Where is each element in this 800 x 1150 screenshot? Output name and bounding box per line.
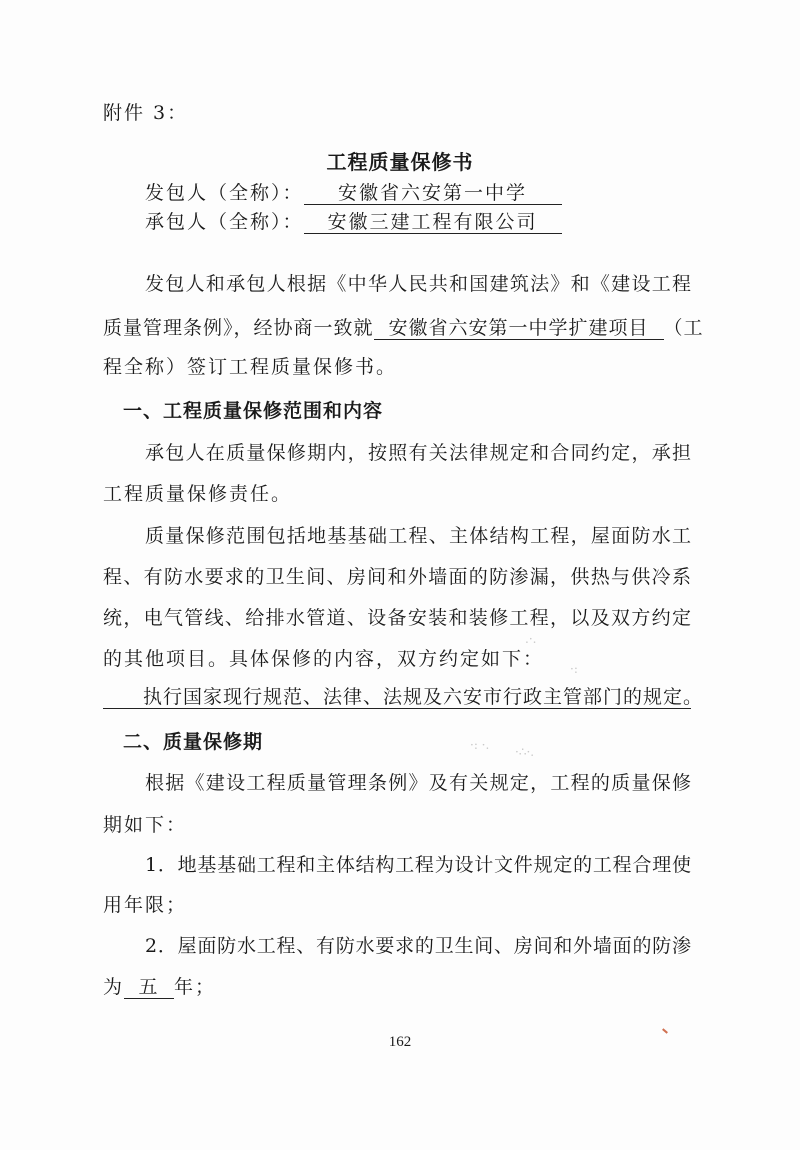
party-b-value: 安徽三建工程有限公司 xyxy=(304,211,562,234)
scan-speck: ·: ·. xyxy=(470,738,490,752)
scan-speck: ·∴·. xyxy=(515,745,535,759)
intro-line-2-suffix: （工 xyxy=(663,317,704,339)
item-2-prefix: 为 xyxy=(103,976,125,998)
intro-line-3: 程全称）签订工程质量保修书。 xyxy=(103,356,398,378)
section-1-p2-line-1: 质量保修范围包括地基基础工程、主体结构工程，屋面防水工 xyxy=(145,525,691,547)
scan-mark xyxy=(662,1028,668,1033)
intro-line-2-prefix: 质量管理条例》，经协商一致就 xyxy=(103,317,374,339)
section-1-p2-line-4: 的其他项目。具体保修的内容，双方约定如下： xyxy=(103,648,545,670)
attachment-label: 附件 3： xyxy=(103,102,189,124)
agreed-content-row xyxy=(103,685,704,709)
scan-speck: ·: xyxy=(570,662,578,676)
section-1-heading: 一、工程质量保修范围和内容 xyxy=(123,400,384,422)
party-a-row xyxy=(145,181,562,205)
section-2-p1-line-2: 期如下： xyxy=(103,814,188,836)
item-2-line-2 xyxy=(103,975,216,999)
agreed-content: 执行国家现行规范、法律、法规及六安市行政主管部门的规定。 xyxy=(103,686,691,709)
section-1-p1-line-1: 承包人在质量保修期内，按照有关法律规定和合同约定，承担 xyxy=(145,442,691,464)
intro-line-1: 发包人和承包人根据《中华人民共和国建筑法》和《建设工程 xyxy=(145,273,691,295)
party-b-row xyxy=(145,210,562,234)
section-1-p2-line-3: 统，电气管线、给排水管道、设备安装和装修工程，以及双方约定 xyxy=(103,607,691,629)
item-1-line-2: 用年限； xyxy=(103,894,188,916)
item-2-line-1: 2．屋面防水工程、有防水要求的卫生间、房间和外墙面的防渗 xyxy=(145,935,691,957)
document-title: 工程质量保修书 xyxy=(326,150,474,174)
warranty-years: 五 xyxy=(124,976,174,999)
party-a-value: 安徽省六安第一中学 xyxy=(304,182,562,205)
project-name: 安徽省六安第一中学扩建项目 xyxy=(374,317,664,340)
item-2-suffix: 年； xyxy=(174,976,217,998)
page-number: 162 xyxy=(388,1034,412,1050)
intro-line-2 xyxy=(103,316,704,340)
item-1-line-1: 1．地基基础工程和主体结构工程为设计文件规定的工程合理使 xyxy=(145,854,691,876)
party-b-label: 承包人（全称）： xyxy=(145,211,304,233)
party-a-label: 发包人（全称）： xyxy=(145,182,304,204)
section-2-heading: 二、质量保修期 xyxy=(123,731,264,753)
section-1-p2-line-2: 程、有防水要求的卫生间、房间和外墙面的防渗漏，供热与供冷系 xyxy=(103,566,691,588)
section-1-p1-line-2: 工程质量保修责任。 xyxy=(103,483,293,505)
scan-speck: .·. xyxy=(525,632,537,646)
section-2-p1-line-1: 根据《建设工程质量管理条例》及有关规定，工程的质量保修 xyxy=(145,772,691,794)
